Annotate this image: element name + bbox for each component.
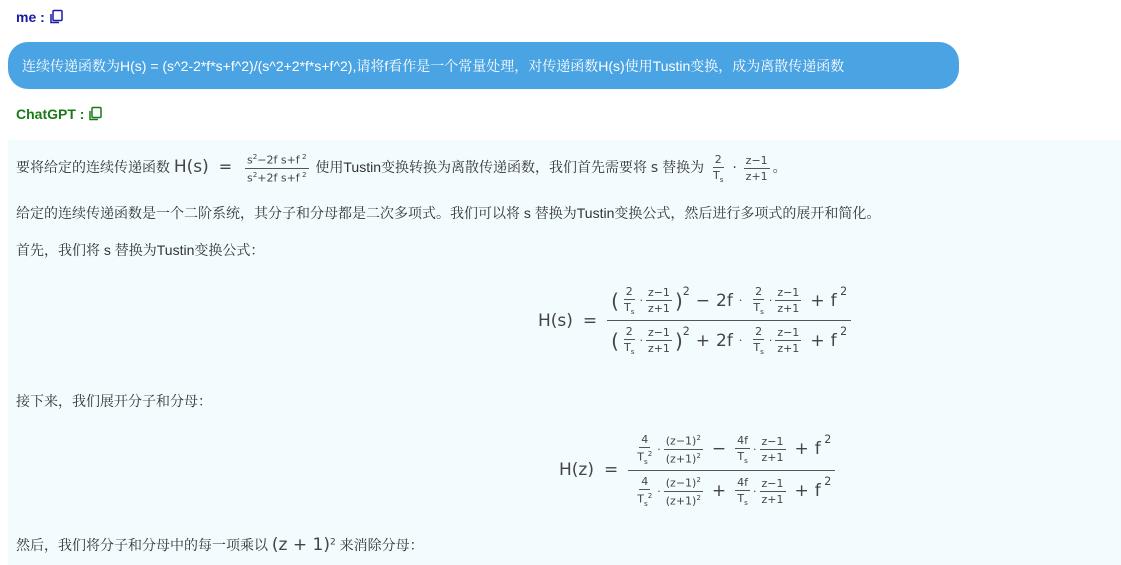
- answer-paragraph-4: 接下来，我们展开分子和分母：: [16, 393, 212, 409]
- p1-tustin-frac-1: $\frac{2}{T_s}$: [712, 152, 724, 184]
- user-message-bubble: [8, 42, 959, 89]
- p1-text-before: 要将给定的连续传递函数: [16, 158, 170, 175]
- eq2-lhs: H(z): [559, 460, 594, 481]
- p1-s: s: [650, 159, 659, 176]
- equation-hs-substituted: [538, 283, 851, 358]
- eq1-denominator: ( $\frac{2}{T_s}$ · $\frac{z-1}{z+1}$ ) $^2$ + 2f · $\frac{2}{T_s}$ · $\frac{z-1}{z+1}$ + f $^2$: [611, 325, 848, 357]
- answer-paragraph-5: [16, 535, 424, 555]
- eq1-fraction: [607, 283, 851, 358]
- p1-dot: ·: [732, 159, 737, 176]
- eq2-numerator: $\frac{4}{T_s^2}$ · $\frac{(z-1)^2}{(z+1)^2}$ − $\frac{4f}{T_s}$ · $\frac{z-1}{z+1}$ + f $^2$: [628, 431, 835, 471]
- p1-equals: =: [218, 156, 233, 176]
- p1-hs-fraction: $\frac{s^2-2f s+f ^2}{s^2+2f s+f ^2}$: [246, 152, 307, 185]
- p5-text-after: 来消除分母：: [339, 537, 424, 553]
- p1-hs: H(s): [173, 156, 209, 177]
- answer-paragraph-3: 首先，我们将 s 替换为Tustin变换公式：: [16, 242, 265, 258]
- assistant-speaker-label: [16, 106, 103, 122]
- answer-paragraph-2: 给定的连续传递函数是一个二阶系统，其分子和分母都是二次多项式。我们可以将 s 替换为Tustin变换公式，然后进行多项式的展开和简化。: [16, 205, 881, 221]
- eq2-denominator: $\frac{4}{T_s^2}$ · $\frac{(z-1)^2}{(z+1)^2}$ + $\frac{4f}{T_s}$ · $\frac{z-1}{z+1}$ + f $^2$: [637, 474, 832, 508]
- p1-tustin-frac-2: $\frac{z-1}{z+1}$: [745, 153, 768, 183]
- user-message-text: 连续传递函数为H(s) = (s^2-2*f*s+f^2)/(s^2+2*f*s+f^2),请将f看作是一个常量处理，对传递函数H(s)使用Tustin变换，成为离散传递函数: [22, 57, 845, 74]
- p5-text-before: 然后，我们将分子和分母中的每一项乘以: [16, 537, 268, 553]
- p1-text-mid: 使用Tustin变换转换为离散传递函数，我们首先需要将: [315, 158, 647, 175]
- eq2-equals: =: [603, 460, 619, 481]
- equation-hz-expanded: [559, 431, 835, 510]
- answer-paragraph-1: [16, 152, 787, 184]
- eq2-fraction: [628, 431, 835, 510]
- user-speaker-label: [16, 9, 64, 25]
- eq1-numerator: ( $\frac{2}{T_s}$ · $\frac{z-1}{z+1}$ ) $^2$ − 2f · $\frac{2}{T_s}$ · $\frac{z-1}{z+1}$ + f $^2$: [607, 283, 851, 321]
- p5-exponent: 2: [329, 537, 336, 548]
- p1-text-replace: 替换为: [662, 158, 705, 175]
- eq1-equals: =: [582, 310, 598, 331]
- assistant-label-text: ChatGPT :: [16, 106, 85, 122]
- p5-math: (z + 1): [271, 535, 330, 555]
- copy-icon[interactable]: [87, 106, 103, 122]
- p1-text-end: 。: [772, 158, 787, 175]
- user-label-text: me :: [16, 9, 45, 25]
- copy-icon[interactable]: [48, 9, 64, 25]
- eq1-lhs: H(s): [538, 310, 573, 331]
